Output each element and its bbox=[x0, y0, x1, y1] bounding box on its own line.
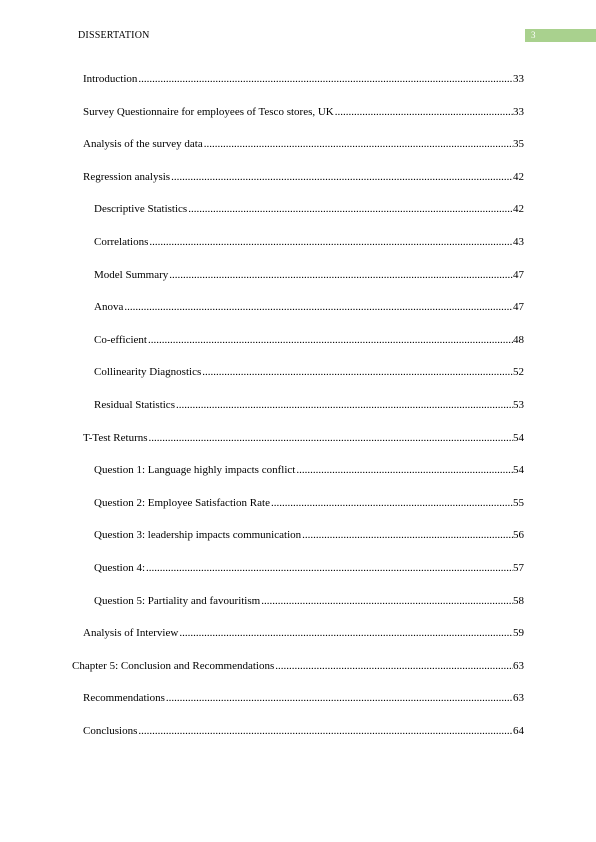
toc-entry[interactable] bbox=[83, 724, 524, 738]
toc-page-number: 63 bbox=[513, 659, 524, 672]
toc-page-number: 42 bbox=[513, 170, 524, 183]
toc-entry[interactable] bbox=[94, 300, 524, 314]
toc-dot-leader bbox=[188, 202, 513, 216]
toc-page-number: 53 bbox=[513, 399, 524, 411]
toc-page-number: 33 bbox=[513, 73, 524, 85]
toc-dot-leader bbox=[166, 691, 513, 705]
toc-entry-title: Question 1: Language highly impacts conflict bbox=[94, 464, 296, 477]
toc-entry[interactable] bbox=[94, 235, 524, 249]
toc-entry[interactable] bbox=[94, 496, 524, 510]
toc-page-number: 47 bbox=[513, 301, 524, 314]
toc-entry[interactable] bbox=[94, 594, 524, 608]
toc-entry[interactable] bbox=[83, 431, 524, 445]
toc-entry[interactable] bbox=[94, 561, 524, 575]
toc-entry[interactable] bbox=[83, 137, 524, 151]
toc-entry[interactable] bbox=[83, 72, 524, 86]
toc-dot-leader bbox=[124, 300, 513, 314]
toc-entry-title: Residual Statistics bbox=[94, 399, 175, 411]
toc-entry-title: Anova bbox=[94, 301, 124, 314]
toc-entry[interactable] bbox=[94, 398, 524, 412]
toc-entry-title: Question 3: leadership impacts communication bbox=[94, 529, 302, 542]
toc-page-number: 42 bbox=[513, 203, 524, 216]
toc-page-number: 47 bbox=[513, 268, 524, 281]
toc-entry-title: Conclusions bbox=[83, 725, 138, 737]
toc-page-number: 54 bbox=[513, 464, 524, 477]
toc-entry[interactable] bbox=[72, 659, 524, 673]
toc-dot-leader bbox=[148, 333, 513, 347]
toc-dot-leader bbox=[204, 137, 513, 151]
toc-page-number: 33 bbox=[513, 105, 524, 118]
toc-entry-title: Analysis of the survey data bbox=[83, 138, 203, 151]
toc-entry-title: Introduction bbox=[83, 73, 138, 85]
toc-dot-leader bbox=[275, 659, 513, 673]
toc-page-number: 64 bbox=[513, 725, 524, 737]
toc-entry-title: Question 4: bbox=[94, 562, 146, 574]
toc-dot-leader bbox=[149, 431, 513, 445]
toc-dot-leader bbox=[169, 268, 513, 282]
toc-entry[interactable] bbox=[94, 268, 524, 282]
toc-entry-title: Descriptive Statistics bbox=[94, 203, 188, 216]
toc-entry-title: Co-efficient bbox=[94, 333, 147, 346]
toc-entry-title: Recommendations bbox=[83, 692, 165, 705]
toc-entry[interactable] bbox=[94, 528, 524, 542]
toc-entry-title: Regression analysis bbox=[83, 170, 171, 183]
toc-dot-leader bbox=[146, 561, 513, 575]
toc-dot-leader bbox=[261, 594, 513, 608]
toc-page-number: 52 bbox=[513, 366, 524, 379]
toc-entry-title: T-Test Returns bbox=[83, 431, 148, 444]
toc-entry[interactable] bbox=[83, 626, 524, 640]
toc-entry[interactable] bbox=[94, 202, 524, 216]
toc-page-number: 54 bbox=[513, 431, 524, 444]
toc-entry-title: Collinearity Diagnostics bbox=[94, 366, 202, 379]
toc-dot-leader bbox=[138, 724, 513, 738]
toc-dot-leader bbox=[171, 170, 513, 184]
toc-entry-title: Model Summary bbox=[94, 268, 169, 281]
toc-entry-title: Survey Questionnaire for employees of Tesco stores, UK bbox=[83, 105, 334, 118]
toc-entry-title: Question 2: Employee Satisfaction Rate bbox=[94, 496, 270, 509]
toc-entry-title: Correlations bbox=[94, 236, 149, 248]
toc-dot-leader bbox=[335, 105, 513, 119]
toc-entry[interactable] bbox=[94, 333, 524, 347]
toc-entry[interactable] bbox=[83, 691, 524, 705]
toc-dot-leader bbox=[179, 626, 513, 640]
toc-entry[interactable] bbox=[83, 105, 524, 119]
toc-dot-leader bbox=[296, 463, 513, 477]
toc-entry-title: Analysis of Interview bbox=[83, 627, 179, 640]
toc-page-number: 56 bbox=[513, 529, 524, 542]
toc-page-number: 59 bbox=[513, 627, 524, 640]
toc-page-number: 63 bbox=[513, 692, 524, 705]
toc-entry[interactable] bbox=[94, 365, 524, 379]
toc-dot-leader bbox=[138, 72, 513, 86]
toc-entry[interactable] bbox=[94, 463, 524, 477]
page-number-badge: 3 bbox=[525, 29, 596, 42]
toc-page-number: 43 bbox=[513, 236, 524, 248]
toc-dot-leader bbox=[271, 496, 513, 510]
toc-dot-leader bbox=[149, 235, 513, 249]
toc-entry-title: Question 5: Partiality and favouritism bbox=[94, 594, 261, 607]
toc-page-number: 57 bbox=[513, 562, 524, 574]
toc-page-number: 35 bbox=[513, 138, 524, 151]
toc-page-number: 48 bbox=[513, 333, 524, 346]
toc-page-number: 55 bbox=[513, 496, 524, 509]
toc-page-number: 58 bbox=[513, 594, 524, 607]
toc-entry[interactable] bbox=[83, 170, 524, 184]
toc-dot-leader bbox=[176, 398, 513, 412]
toc-dot-leader bbox=[202, 365, 513, 379]
running-header-title: DISSERTATION bbox=[78, 30, 150, 41]
toc-entry-title: Chapter 5: Conclusion and Recommendations bbox=[72, 659, 275, 672]
toc-dot-leader bbox=[302, 528, 513, 542]
